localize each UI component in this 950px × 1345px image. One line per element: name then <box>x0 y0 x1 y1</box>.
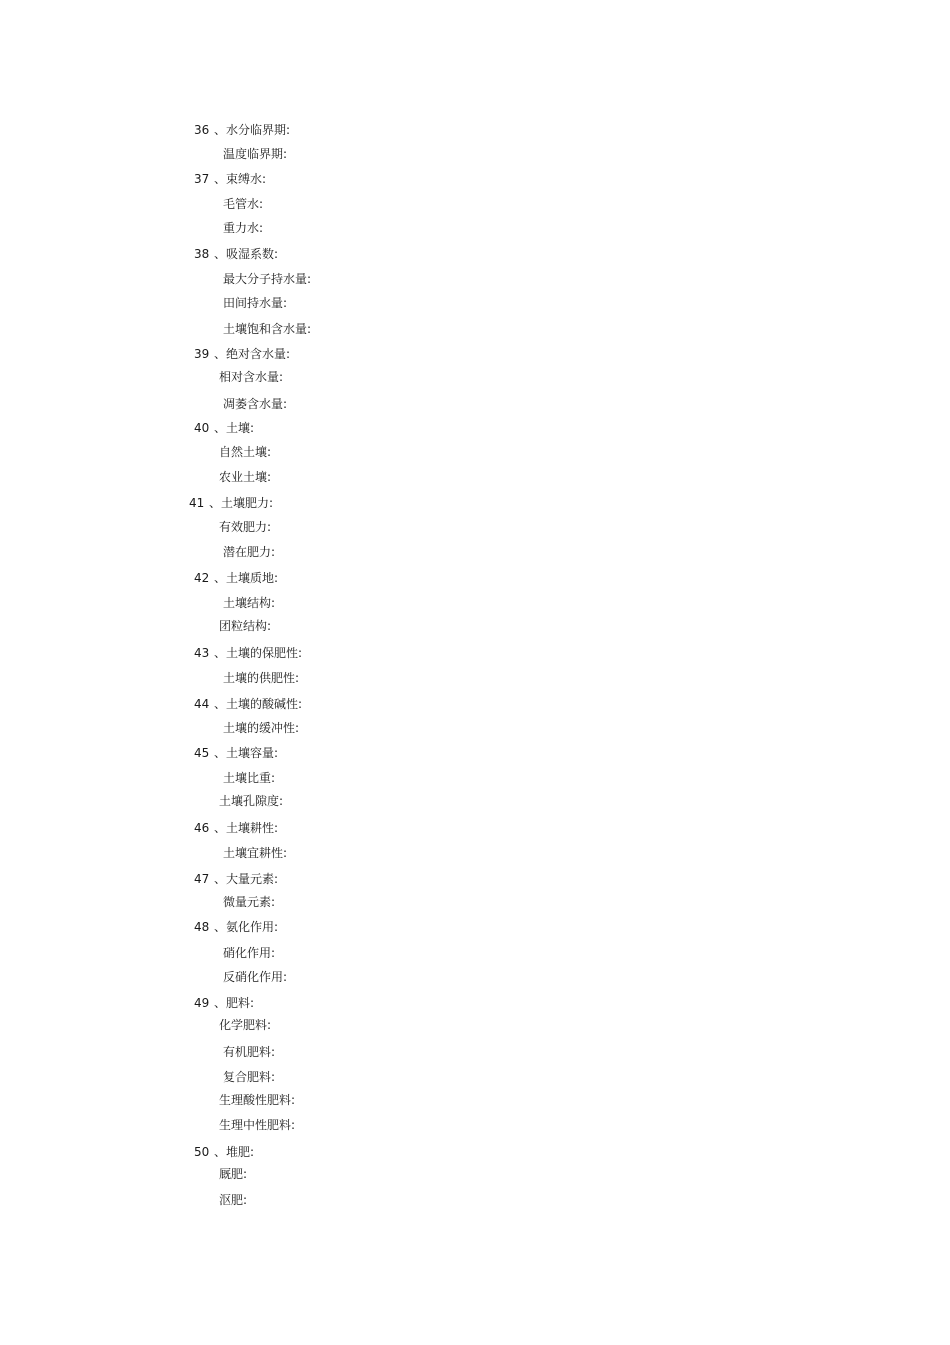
item-number: 38 <box>194 247 210 261</box>
term-label: 复合肥料: <box>223 1070 276 1084</box>
glossary-sub-item <box>223 544 275 560</box>
item-number: 43 <box>194 646 210 660</box>
term-label: 、肥料: <box>214 996 255 1010</box>
glossary-sub-item <box>219 519 271 535</box>
term-label: 沤肥: <box>219 1193 248 1207</box>
term-label: 微量元素: <box>223 895 276 909</box>
item-number: 47 <box>194 872 210 886</box>
term-label: 凋萎含水量: <box>223 397 288 411</box>
glossary-sub-item <box>223 396 287 412</box>
glossary-sub-item <box>223 295 287 311</box>
term-label: 、土壤耕性: <box>214 821 279 835</box>
glossary-sub-item <box>223 321 311 337</box>
term-label: 硝化作用: <box>223 946 276 960</box>
glossary-heading-item <box>194 645 302 661</box>
item-number: 40 <box>194 421 210 435</box>
item-number: 45 <box>194 746 210 760</box>
item-number: 48 <box>194 920 210 934</box>
term-label: 、土壤肥力: <box>209 496 274 510</box>
term-label: 土壤孔隙度: <box>219 794 284 808</box>
term-label: 生理中性肥料: <box>219 1118 296 1132</box>
item-number: 41 <box>189 496 205 510</box>
glossary-heading-item <box>194 246 278 262</box>
term-label: 田间持水量: <box>223 296 288 310</box>
glossary-sub-item <box>219 793 283 809</box>
term-label: 、堆肥: <box>214 1145 255 1159</box>
glossary-heading-item <box>194 570 278 586</box>
term-label: 有效肥力: <box>219 520 272 534</box>
glossary-sub-item <box>223 720 299 736</box>
glossary-heading-item <box>194 995 254 1011</box>
term-label: 化学肥料: <box>219 1018 272 1032</box>
glossary-heading-item <box>194 820 278 836</box>
glossary-heading-item <box>194 122 290 138</box>
term-label: 毛管水: <box>223 197 264 211</box>
term-label: 、氨化作用: <box>214 920 279 934</box>
glossary-sub-item <box>223 595 275 611</box>
glossary-heading-item <box>189 495 273 511</box>
glossary-sub-item <box>223 894 275 910</box>
glossary-heading-item <box>194 696 302 712</box>
term-label: 潜在肥力: <box>223 545 276 559</box>
glossary-sub-item <box>223 1069 275 1085</box>
term-label: 、土壤: <box>214 421 255 435</box>
glossary-sub-item <box>223 945 275 961</box>
glossary-sub-item <box>219 1017 271 1033</box>
term-label: 土壤的缓冲性: <box>223 721 300 735</box>
glossary-heading-item <box>194 420 254 436</box>
term-label: 土壤饱和含水量: <box>223 322 312 336</box>
term-label: 重力水: <box>223 221 264 235</box>
glossary-sub-item <box>223 1044 275 1060</box>
term-label: 、土壤的保肥性: <box>214 646 303 660</box>
item-number: 50 <box>194 1145 210 1159</box>
term-label: 、土壤容量: <box>214 746 279 760</box>
term-label: 、吸湿系数: <box>214 247 279 261</box>
item-number: 37 <box>194 172 210 186</box>
glossary-heading-item <box>194 871 278 887</box>
term-label: 、绝对含水量: <box>214 347 291 361</box>
glossary-sub-item <box>219 469 271 485</box>
glossary-sub-item <box>223 271 311 287</box>
glossary-sub-item <box>219 444 271 460</box>
item-number: 39 <box>194 347 210 361</box>
term-label: 相对含水量: <box>219 370 284 384</box>
glossary-heading-item <box>194 346 290 362</box>
term-label: 、水分临界期: <box>214 123 291 137</box>
term-label: 、大量元素: <box>214 872 279 886</box>
term-label: 厩肥: <box>219 1167 248 1181</box>
item-number: 44 <box>194 697 210 711</box>
term-label: 反硝化作用: <box>223 970 288 984</box>
glossary-sub-item <box>223 670 299 686</box>
term-label: 土壤的供肥性: <box>223 671 300 685</box>
glossary-sub-item <box>219 1166 247 1182</box>
glossary-heading-item <box>194 745 278 761</box>
glossary-sub-item <box>223 220 263 236</box>
term-label: 土壤结构: <box>223 596 276 610</box>
glossary-heading-item <box>194 1144 254 1160</box>
term-label: 最大分子持水量: <box>223 272 312 286</box>
term-label: 土壤宜耕性: <box>223 846 288 860</box>
term-label: 有机肥料: <box>223 1045 276 1059</box>
glossary-sub-item <box>219 369 283 385</box>
term-label: 自然土壤: <box>219 445 272 459</box>
glossary-sub-item <box>223 770 275 786</box>
term-label: 、土壤质地: <box>214 571 279 585</box>
item-number: 36 <box>194 123 210 137</box>
glossary-heading-item <box>194 171 266 187</box>
item-number: 46 <box>194 821 210 835</box>
term-label: 农业土壤: <box>219 470 272 484</box>
glossary-sub-item <box>223 969 287 985</box>
glossary-sub-item <box>219 1192 247 1208</box>
glossary-sub-item <box>223 845 287 861</box>
item-number: 49 <box>194 996 210 1010</box>
term-label: 团粒结构: <box>219 619 272 633</box>
term-label: 温度临界期: <box>223 147 288 161</box>
term-label: 土壤比重: <box>223 771 276 785</box>
term-label: 生理酸性肥料: <box>219 1093 296 1107</box>
glossary-sub-item <box>223 196 263 212</box>
glossary-sub-item <box>219 1092 295 1108</box>
term-label: 、土壤的酸碱性: <box>214 697 303 711</box>
term-label: 、束缚水: <box>214 172 267 186</box>
glossary-heading-item <box>194 919 278 935</box>
glossary-sub-item <box>219 618 271 634</box>
glossary-sub-item <box>223 146 287 162</box>
glossary-sub-item <box>219 1117 295 1133</box>
item-number: 42 <box>194 571 210 585</box>
